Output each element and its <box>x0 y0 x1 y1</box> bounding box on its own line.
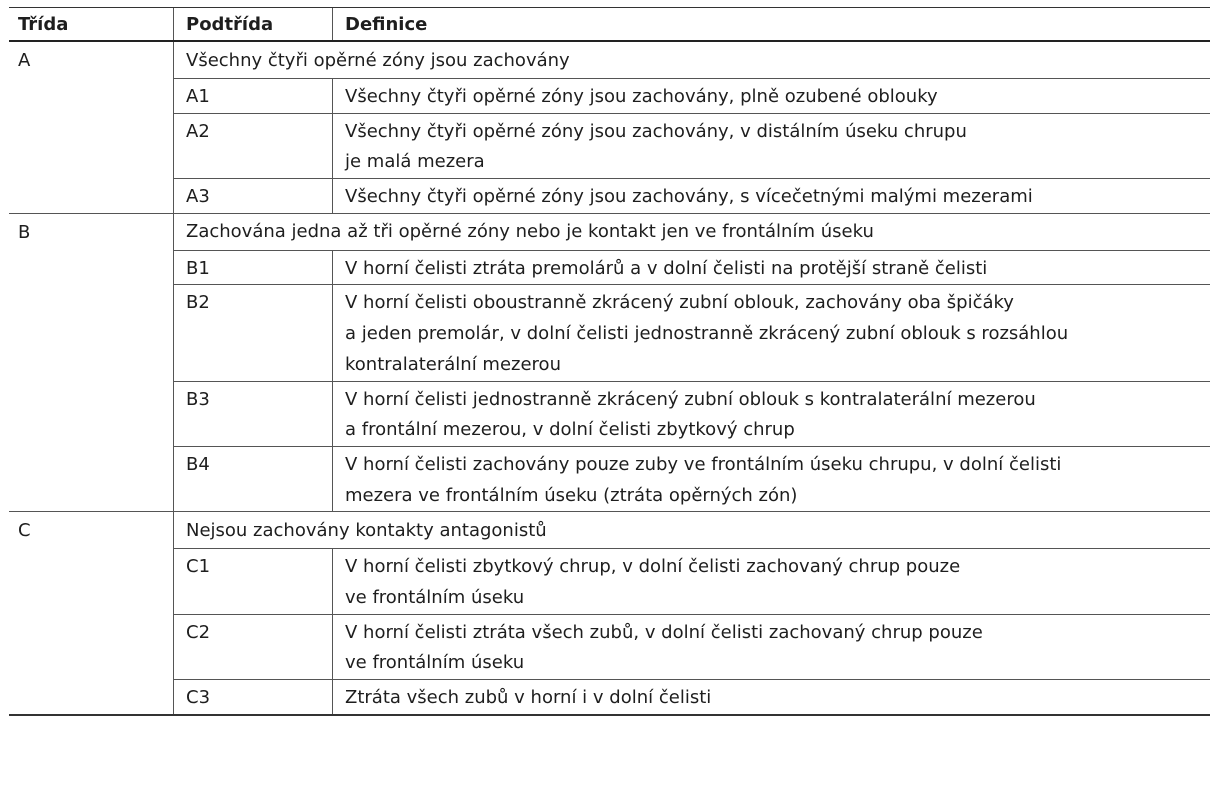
definition-line: mezera ve frontálním úseku (ztráta opěrných zón) <box>345 484 798 506</box>
subclass-code: C3 <box>186 687 211 708</box>
subclass-definition <box>332 79 1210 113</box>
definition-line: V horní čelisti ztráta premolárů a v dolní čelisti na protější straně čelisti <box>345 257 988 279</box>
subclass-code: C1 <box>186 556 211 578</box>
subclass-definition <box>332 179 1210 213</box>
subclass-code: B1 <box>186 257 210 279</box>
class-body <box>173 42 1210 213</box>
definition-line: Všechny čtyři opěrné zóny jsou zachovány, v distálním úseku chrupu <box>345 120 967 142</box>
subclass-row <box>174 285 1210 381</box>
definition-line: Všechny čtyři opěrné zóny jsou zachovány, s vícečetnými malými mezerami <box>345 186 1033 208</box>
definition-line: Ztráta všech zubů v horní i v dolní čelisti <box>345 687 712 708</box>
subclass-definition <box>332 285 1210 380</box>
class-group <box>9 512 1210 715</box>
header-class: Třída <box>18 13 69 35</box>
subclass-row <box>174 680 1210 714</box>
header-definition: Definice <box>332 8 1210 40</box>
subclass-row <box>174 615 1210 680</box>
classification-table <box>9 7 1210 716</box>
subclass-definition <box>332 680 1210 714</box>
subclass-definition <box>332 382 1210 446</box>
definition-line: a frontální mezerou, v dolní čelisti zbytkový chrup <box>345 419 795 441</box>
table-body <box>9 42 1210 716</box>
subclass-row <box>174 251 1210 286</box>
header-subclass: Podtřída <box>173 8 332 40</box>
subclass-definition <box>332 615 1210 679</box>
class-body <box>173 214 1210 512</box>
subclass-definition <box>332 447 1210 511</box>
definition-line: V horní čelisti oboustranně zkrácený zubní oblouk, zachovány oba špičáky <box>345 292 1014 314</box>
definition-line: V horní čelisti zbytkový chrup, v dolní čelisti zachovaný chrup pouze <box>345 556 961 578</box>
class-body <box>173 512 1210 713</box>
subclass-code: A2 <box>186 120 210 142</box>
definition-line: V horní čelisti jednostranně zkrácený zubní oblouk s kontralaterální mezerou <box>345 388 1036 410</box>
class-cell: A <box>18 50 31 71</box>
class-cell: C <box>18 520 31 542</box>
definition-line: V horní čelisti zachovány pouze zuby ve frontálním úseku chrupu, v dolní čelisti <box>345 453 1062 475</box>
definition-line: V horní čelisti ztráta všech zubů, v dolní čelisti zachovaný chrup pouze <box>345 621 983 643</box>
definition-line: kontralaterální mezerou <box>345 353 561 375</box>
subclass-definition <box>332 114 1210 178</box>
subclass-row <box>174 179 1210 213</box>
subclass-row <box>174 79 1210 114</box>
class-cell: B <box>18 221 31 243</box>
subclass-code: B4 <box>186 453 210 475</box>
subclass-code: A3 <box>186 186 210 208</box>
subclass-row <box>174 549 1210 614</box>
definition-line: a jeden premolár, v dolní čelisti jednostranně zkrácený zubní oblouk s rozsáhlou <box>345 323 1069 345</box>
subclass-row <box>174 447 1210 511</box>
table-header <box>9 7 1210 42</box>
subclass-code: B3 <box>186 388 210 410</box>
subclass-definition <box>332 251 1210 285</box>
class-group <box>9 214 1210 513</box>
class-definition: Nejsou zachovány kontakty antagonistů <box>174 512 1210 549</box>
subclass-row <box>174 382 1210 447</box>
definition-line: ve frontálním úseku <box>345 652 525 674</box>
class-definition: Všechny čtyři opěrné zóny jsou zachovány <box>174 42 1210 79</box>
subclass-code: C2 <box>186 621 211 643</box>
class-group <box>9 42 1210 214</box>
definition-line: Všechny čtyři opěrné zóny jsou zachovány, plně ozubené oblouky <box>345 86 938 107</box>
subclass-code: A1 <box>186 86 210 107</box>
subclass-code: B2 <box>186 292 210 314</box>
definition-line: je malá mezera <box>345 151 485 173</box>
subclass-row <box>174 114 1210 179</box>
subclass-definition <box>332 549 1210 613</box>
class-definition: Zachována jedna až tři opěrné zóny nebo je kontakt jen ve frontálním úseku <box>174 214 1210 251</box>
definition-line: ve frontálním úseku <box>345 586 525 608</box>
